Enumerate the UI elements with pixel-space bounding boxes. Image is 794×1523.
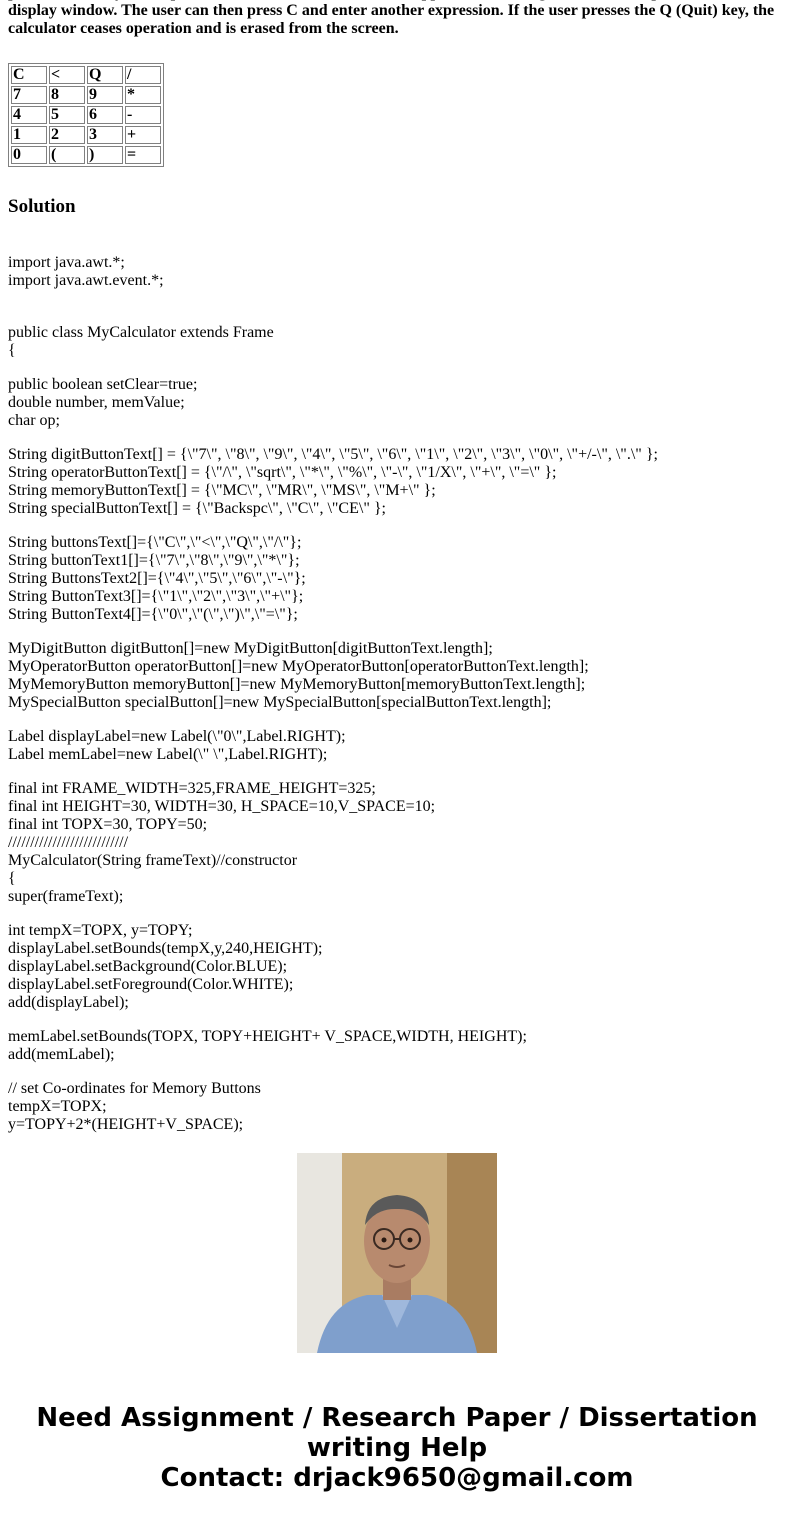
code-line: int tempX=TOPX, y=TOPY;: [8, 922, 193, 939]
code-line: char op;: [8, 412, 60, 429]
keypad-row: [11, 106, 161, 124]
keypad-row: [11, 126, 161, 144]
code-line: {: [8, 342, 16, 359]
keypad-cell: 2: [49, 126, 85, 144]
code-line: displayLabel.setBounds(tempX,y,240,HEIGHT);: [8, 940, 323, 957]
code-line: public boolean setClear=true;: [8, 376, 198, 393]
keypad-cell: *: [125, 86, 161, 104]
code-line: Label memLabel=new Label(\" \",Label.RIGHT);: [8, 746, 328, 763]
keypad-cell: 4: [11, 106, 47, 124]
keypad-cell: <: [49, 66, 85, 84]
keypad-cell: 6: [87, 106, 123, 124]
code-line: String buttonsText[]={\"C\",\"<\",\"Q\",\"/\"};: [8, 534, 302, 551]
code-line: String operatorButtonText[] = {\"/\", \"sqrt\", \"*\", \"%\", \"-\", \"1/X\", \"+\", \"=\" };: [8, 464, 557, 481]
keypad-row: [11, 146, 161, 164]
code-line: String ButtonText3[]={\"1\",\"2\",\"3\",\"+\"};: [8, 588, 304, 605]
promo-banner: [0, 1403, 794, 1493]
code-line: final int TOPX=30, TOPY=50;: [8, 816, 208, 833]
code-line: // set Co-ordinates for Memory Buttons: [8, 1080, 261, 1097]
code-line: MyOperatorButton operatorButton[]=new MyOperatorButton[operatorButtonText.length];: [8, 658, 589, 675]
code-line: MyCalculator(String frameText)//constructor: [8, 852, 298, 869]
keypad-cell: ): [87, 146, 123, 164]
calculator-keypad-table: [8, 63, 164, 167]
code-line: MyMemoryButton memoryButton[]=new MyMemoryButton[memoryButtonText.length];: [8, 676, 586, 693]
code-line: displayLabel.setBackground(Color.BLUE);: [8, 958, 288, 975]
promo-line-2: writing Help: [306, 1433, 488, 1463]
code-line: String memoryButtonText[] = {\"MC\", \"MR\", \"MS\", \"M+\" };: [8, 482, 436, 499]
keypad-row: [11, 86, 161, 104]
keypad-cell: 3: [87, 126, 123, 144]
keypad-row: [11, 66, 161, 84]
keypad-cell: 8: [49, 86, 85, 104]
keypad-cell: (: [49, 146, 85, 164]
code-line: MySpecialButton specialButton[]=new MySpecialButton[specialButtonText.length];: [8, 694, 552, 711]
keypad-cell: 1: [11, 126, 47, 144]
keypad-cell: C: [11, 66, 47, 84]
code-line: displayLabel.setForeground(Color.WHITE);: [8, 976, 294, 993]
code-line: String specialButtonText[] = {\"Backspc\", \"C\", \"CE\" };: [8, 500, 386, 517]
code-line: MyDigitButton digitButton[]=new MyDigitButton[digitButtonText.length];: [8, 640, 493, 657]
keypad-cell: -: [125, 106, 161, 124]
keypad-cell: 5: [49, 106, 85, 124]
code-line: import java.awt.event.*;: [8, 272, 164, 289]
code-line: y=TOPY+2*(HEIGHT+V_SPACE);: [8, 1116, 244, 1133]
code-line: String digitButtonText[] = {\"7\", \"8\", \"9\", \"4\", \"5\", \"6\", \"1\", \"2\", \"3\", \"0\", \"+/-\", \".\" };: [8, 446, 658, 463]
promo-line-1: Need Assignment / Research Paper / Dissertation: [36, 1403, 758, 1433]
code-line: double number, memValue;: [8, 394, 185, 411]
code-line: final int HEIGHT=30, WIDTH=30, H_SPACE=10,V_SPACE=10;: [8, 798, 436, 815]
code-line: import java.awt.*;: [8, 254, 125, 271]
keypad-cell: +: [125, 126, 161, 144]
code-line: String ButtonsText2[]={\"4\",\"5\",\"6\",\"-\"};: [8, 570, 306, 587]
code-line: add(displayLabel);: [8, 994, 129, 1011]
keypad-cell: /: [125, 66, 161, 84]
author-photo: [297, 1153, 497, 1353]
keypad-cell: Q: [87, 66, 123, 84]
code-line: add(memLabel);: [8, 1046, 115, 1063]
code-line: super(frameText);: [8, 888, 124, 905]
keypad-cell: =: [125, 146, 161, 164]
code-listing: [8, 254, 788, 1133]
code-line: String ButtonText4[]={\"0\",\"(\",\")\",\"=\"};: [8, 606, 298, 623]
keypad-cell: 9: [87, 86, 123, 104]
solution-heading: Solution: [8, 196, 76, 217]
code-line: Label displayLabel=new Label(\"0\",Label.RIGHT);: [8, 728, 346, 745]
code-line: public class MyCalculator extends Frame: [8, 324, 274, 341]
code-line: String buttonText1[]={\"7\",\"8\",\"9\",\"*\"};: [8, 552, 300, 569]
code-line: ///////////////////////////: [8, 834, 129, 851]
code-line: {: [8, 870, 16, 887]
promo-contact[interactable]: Contact: drjack9650@gmail.com: [160, 1463, 634, 1493]
code-line: tempX=TOPX;: [8, 1098, 107, 1115]
intro-paragraph: display window. The user can then press C and enter another expression. If the user presses the Q (Quit) key, the calculator ceases operation and is erased from the screen.: [8, 2, 775, 37]
code-line: final int FRAME_WIDTH=325,FRAME_HEIGHT=325;: [8, 780, 376, 797]
code-line: memLabel.setBounds(TOPX, TOPY+HEIGHT+ V_SPACE,WIDTH, HEIGHT);: [8, 1028, 527, 1045]
author-avatar: [297, 1153, 497, 1353]
keypad-cell: 0: [11, 146, 47, 164]
keypad-cell: 7: [11, 86, 47, 104]
